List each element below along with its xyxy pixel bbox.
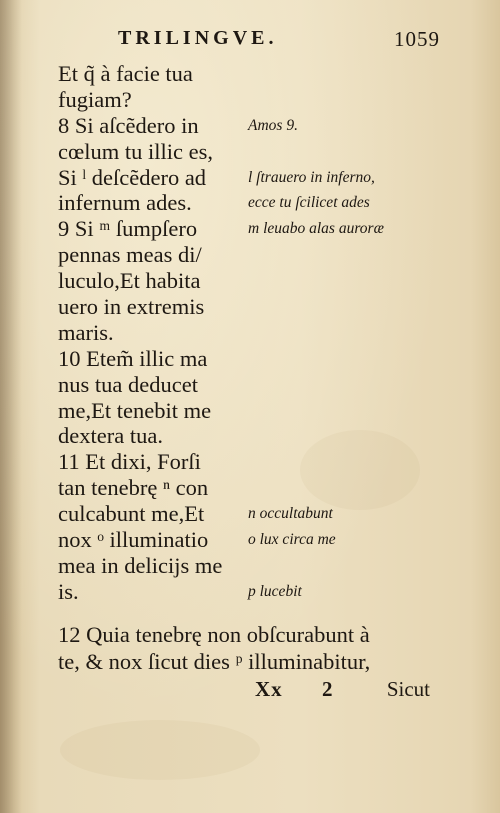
margin-spacer bbox=[248, 61, 438, 87]
text-line: uero in extremis bbox=[58, 294, 205, 320]
text-line: mea in delicijs me bbox=[58, 552, 223, 578]
margin-spacer bbox=[248, 320, 438, 346]
text-line: 11 Et dixi, Forſi bbox=[58, 449, 201, 475]
text-line: nox ᵒ illuminatio bbox=[58, 527, 209, 553]
text-line: luculo,Et habita bbox=[58, 268, 201, 294]
catchword: Sicut bbox=[386, 677, 430, 701]
signature-mark: Xx bbox=[255, 677, 283, 701]
text-line-full-width: 12 Quia tenebrę non obſcurabunt à bbox=[58, 622, 370, 647]
text-line: pennas meas di/ bbox=[58, 242, 202, 268]
margin-spacer bbox=[248, 449, 438, 475]
margin-note-l-cont: ecce tu ſcilicet ades bbox=[248, 194, 370, 212]
text-line: culcabunt me,Et bbox=[58, 501, 205, 527]
margin-spacer bbox=[248, 294, 438, 320]
page-number: 1059 bbox=[394, 27, 440, 51]
text-line: maris. bbox=[58, 319, 114, 345]
text-line: 9 Si ᵐ ſumpſero bbox=[58, 216, 198, 242]
margin-spacer bbox=[248, 372, 438, 398]
margin-note-p: p lucebit bbox=[248, 582, 302, 600]
paper-stain bbox=[60, 720, 260, 780]
margin-spacer bbox=[248, 423, 438, 449]
margin-spacer bbox=[248, 398, 438, 424]
margin-note-l: l ſtrauero in inferno, bbox=[248, 168, 375, 186]
text-line: is. bbox=[58, 578, 79, 604]
page-footer bbox=[250, 677, 430, 703]
margin-note-amos: Amos 9. bbox=[248, 116, 298, 134]
gutter-shadow bbox=[0, 0, 22, 813]
signature-number: 2 bbox=[322, 677, 333, 701]
text-line: Et q̃ à facie tua bbox=[58, 61, 193, 86]
margin-spacer bbox=[248, 87, 438, 113]
text-line: tan tenebrę ⁿ con bbox=[58, 475, 209, 501]
margin-note-n: n occultabunt bbox=[248, 505, 333, 523]
text-line: cœlum tu illic es, bbox=[58, 138, 213, 164]
margin-spacer bbox=[248, 346, 438, 372]
margin-spacer bbox=[248, 139, 438, 165]
text-line: Si ˡ deſcẽdero ad bbox=[58, 164, 207, 190]
main-text-column bbox=[58, 61, 240, 605]
margin-spacer bbox=[248, 475, 438, 501]
text-line: fugiam? bbox=[58, 86, 132, 112]
text-line-full-width: te, & nox ſicut dies ᵖ illuminabitur, bbox=[58, 649, 371, 674]
running-head: TRILINGVE. bbox=[118, 27, 278, 49]
margin-note-o: o lux circa me bbox=[248, 531, 336, 549]
margin-note-m: m leuabo alas auroræ bbox=[248, 220, 384, 238]
page-header bbox=[118, 27, 440, 53]
text-line: infernum ades. bbox=[58, 190, 192, 216]
margin-spacer bbox=[248, 553, 438, 579]
margin-notes bbox=[248, 61, 438, 605]
text-line: dextera tua. bbox=[58, 423, 163, 449]
text-line: me,Et tenebit me bbox=[58, 397, 212, 423]
text-line: 10 Etem̃ illic ma bbox=[58, 345, 208, 371]
margin-spacer bbox=[248, 268, 438, 294]
margin-spacer bbox=[248, 242, 438, 268]
text-line: 8 Si aſcẽdero in bbox=[58, 112, 199, 138]
text-line: nus tua deducet bbox=[58, 371, 198, 397]
